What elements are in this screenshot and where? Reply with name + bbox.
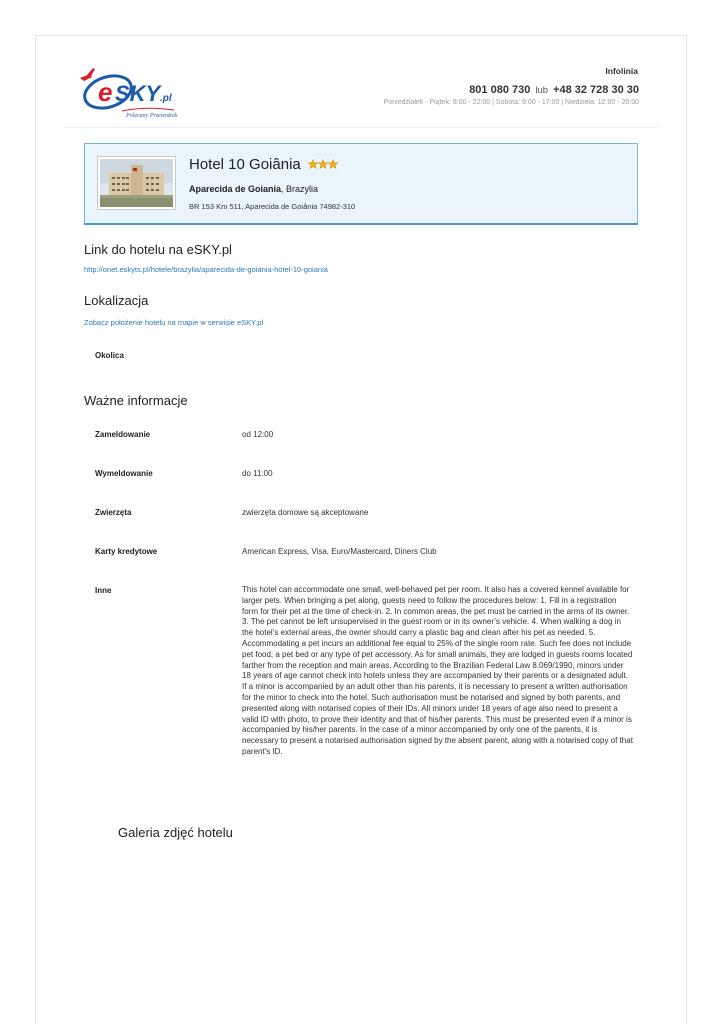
- infolinia-label: Infolinia: [605, 66, 638, 76]
- star-icons: [308, 159, 338, 170]
- hotel-city: Aparecida de Goiania: [189, 184, 282, 194]
- esky-logo[interactable]: [78, 66, 188, 124]
- hotel-country: , Brazylia: [281, 184, 319, 194]
- credit-cards-value: American Express, Visa, Euro/Mastercard, Diners Club: [242, 547, 437, 556]
- hotel-name: Hotel 10 Goiânia: [189, 156, 301, 173]
- svg-text:Polecany Przewoźnik: Polecany Przewoźnik: [126, 113, 178, 119]
- svg-text:SKY: SKY: [115, 81, 161, 106]
- hotel-address: BR 153 Km 511, Aparecida de Goiânia 74982-310: [189, 202, 356, 211]
- credit-cards-label: Karty kredytowe: [95, 547, 158, 556]
- checkin-label: Zameldowanie: [95, 430, 151, 439]
- checkout-label: Wymeldowanie: [95, 469, 153, 478]
- esky-logo-graphic: [78, 66, 188, 124]
- info-heading: Ważne informacje: [84, 393, 188, 408]
- svg-text:e: e: [98, 77, 113, 107]
- location-heading: Lokalizacja: [84, 293, 149, 308]
- hotel-name-line: [189, 156, 338, 174]
- hotel-location: [189, 184, 318, 194]
- pets-value: zwierzęta domowe są akceptowane: [242, 508, 369, 517]
- link-heading: Link do hotelu na eSKY.pl: [84, 242, 232, 257]
- phone-primary[interactable]: 801 080 730: [469, 84, 531, 96]
- hotel-photo[interactable]: [97, 156, 176, 210]
- header-divider: [64, 127, 658, 128]
- phone-separator: lub: [535, 85, 549, 96]
- svg-text:.pl: .pl: [160, 93, 172, 104]
- pets-label: Zwierzęta: [95, 508, 132, 517]
- map-link[interactable]: Zobacz położenie hotelu na mapie w serwisie eSKY.pl: [84, 318, 264, 327]
- hotel-url-link[interactable]: http://onet.eskyts.pl/hotele/brazylia/aparecida-de-goiania-hotel-10-goiania: [84, 265, 328, 274]
- okolica-label: Okolica: [95, 351, 124, 360]
- other-label: Inne: [95, 586, 112, 595]
- hotel-summary-box: [84, 143, 638, 225]
- opening-hours: Poniedziałek - Piątek: 8:00 - 22:00 | Sobota: 9:00 - 17:00 | Niedziela: 12:00 - 20:00: [383, 99, 639, 106]
- other-value: This hotel can accommodate one small, well-behaved pet per room. It also has a covered kennel available for larger pets. When bringing a pet along, guests need to follow the procedures below: 1. Fill in a registration form for their pet at the time of check-in. 2. In common areas, the pet must be carried in the arms of its owner. 3. The pet cannot be left unsupervised in the guest room or in its owner’s vehicle. 4. When walking a dog in the hotel’s external areas, the owner should carry a plastic bag and clean after his pet as needed. 5. Accommodating a pet incurs an additional fee equal to 25% of the single room rate. Such fee does not include pet food, a pet bed or any type of pet accessory. As for small animals, they are lodged in guests rooms located farther from the reception and main areas. According to the Brazilian Federal Law 8.069/1990, minors under 18 years of age cannot check into hotels unless they are accompanied by their parents or a designated adult. If a minor is accompanied by an adult other than his parents, it is necessary to present a written authorisation for the minor to check into the hotel. Such authorisation must be notarised and signed by both parents, and presented along with notarised copies of their IDs. All minors under 18 years of age also need to present a valid ID with photo, to prove their identity and that of his/her parents. This must be presented even if a minor is accompanied by his/her parents. In the case of a minor accompanied by only one of the parents, it is necessary to present a notarised authorisation signed by the absent parent, along with a notarised copy of that parent's ID.: [242, 585, 633, 756]
- checkout-value: do 11:00: [242, 469, 273, 478]
- hotel-building-image: [100, 159, 173, 207]
- checkin-value: od 12:00: [242, 430, 274, 439]
- phone-numbers: [469, 84, 639, 96]
- star-rating: [308, 157, 338, 174]
- gallery-heading: Galeria zdjęć hotelu: [118, 825, 233, 840]
- phone-secondary[interactable]: +48 32 728 30 30: [553, 84, 639, 96]
